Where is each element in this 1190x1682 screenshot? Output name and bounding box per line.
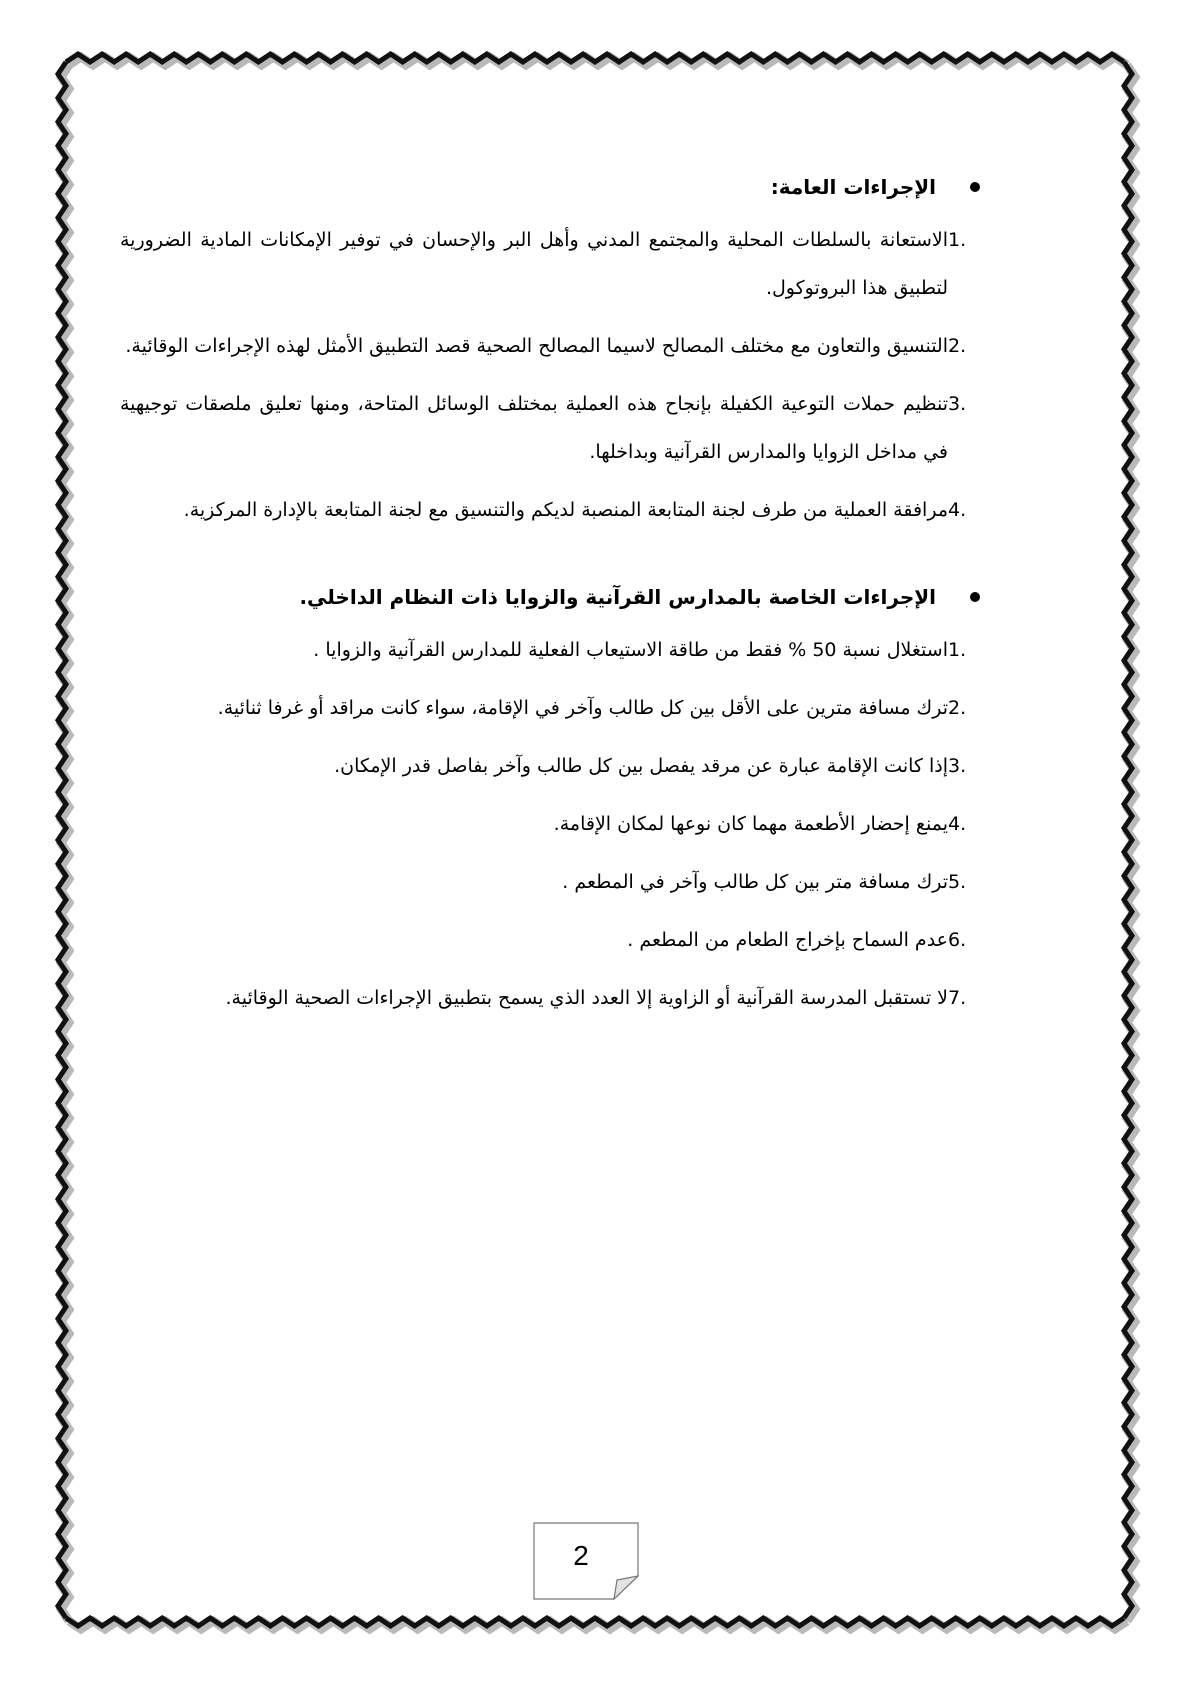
list-item xyxy=(120,322,980,370)
numbered-list xyxy=(120,216,980,534)
list-item xyxy=(120,216,980,312)
item-text: مرافقة العملية من طرف لجنة المتابعة المنصبة لديكم والتنسيق مع لجنة المتابعة بالإدارة المركزية. xyxy=(183,499,948,521)
item-number: 6. xyxy=(948,929,967,951)
list-item xyxy=(120,916,980,964)
list-item xyxy=(120,380,980,476)
item-number: 4. xyxy=(948,813,967,835)
section-heading xyxy=(120,172,980,202)
list-item xyxy=(120,684,980,732)
item-number: 2. xyxy=(948,697,967,719)
bullet-icon xyxy=(970,182,980,192)
item-number: 7. xyxy=(948,987,967,1009)
item-text: الاستعانة بالسلطات المحلية والمجتمع المدني وأهل البر والإحسان في توفير الإمكانات المادية الضرورية لتطبيق هذا البروتوكول. xyxy=(120,229,948,299)
item-text: لا تستقبل المدرسة القرآنية أو الزاوية إلا العدد الذي يسمح بتطبيق الإجراءات الصحية الوقائية. xyxy=(225,987,948,1009)
item-text: التنسيق والتعاون مع مختلف المصالح لاسيما المصالح الصحية قصد التطبيق الأمثل لهذه الإجراءات الوقائية. xyxy=(125,335,948,357)
page-number: 2 xyxy=(573,1540,589,1571)
list-item xyxy=(120,486,980,534)
bullet-icon xyxy=(970,592,980,602)
list-item xyxy=(120,974,980,1022)
item-number: 3. xyxy=(948,393,967,415)
item-text: إذا كانت الإقامة عبارة عن مرقد يفصل بين كل طالب وآخر بفاصل قدر الإمكان. xyxy=(334,755,948,777)
section-title: الإجراءات الخاصة بالمدارس القرآنية والزوايا ذات النظام الداخلي. xyxy=(299,585,936,609)
item-number: 5. xyxy=(948,871,967,893)
item-number: 4. xyxy=(948,499,967,521)
item-text: تنظيم حملات التوعية الكفيلة بإنجاح هذه العملية بمختلف الوسائل المتاحة، ومنها تعليق ملصقات توجيهية في مداخل الزوايا والمدارس القرآنية وبداخلها. xyxy=(120,393,948,463)
list-item xyxy=(120,800,980,848)
list-item xyxy=(120,626,980,674)
item-text: عدم السماح بإخراج الطعام من المطعم . xyxy=(627,929,948,951)
item-text: استغلال نسبة 50 % فقط من طاقة الاستيعاب الفعلية للمدارس القرآنية والزوايا . xyxy=(313,639,948,661)
numbered-list xyxy=(120,626,980,1022)
section-title: الإجراءات العامة: xyxy=(770,175,936,199)
item-number: 3. xyxy=(948,755,967,777)
item-text: ترك مسافة متر بين كل طالب وآخر في المطعم . xyxy=(562,871,948,893)
list-item xyxy=(120,742,980,790)
item-text: يمنع إحضار الأطعمة مهما كان نوعها لمكان الإقامة. xyxy=(553,813,948,835)
general-measures-section xyxy=(120,172,980,534)
specific-measures-section xyxy=(120,582,980,1022)
item-text: ترك مسافة مترين على الأقل بين كل طالب وآخر في الإقامة، سواء كانت مراقد أو غرفا ثنائية. xyxy=(217,697,948,719)
item-number: 1. xyxy=(948,639,967,661)
page-number-box xyxy=(533,1522,639,1600)
list-item xyxy=(120,858,980,906)
item-number: 1. xyxy=(948,229,967,251)
section-heading xyxy=(120,582,980,612)
item-number: 2. xyxy=(948,335,967,357)
document-body xyxy=(120,172,980,1032)
